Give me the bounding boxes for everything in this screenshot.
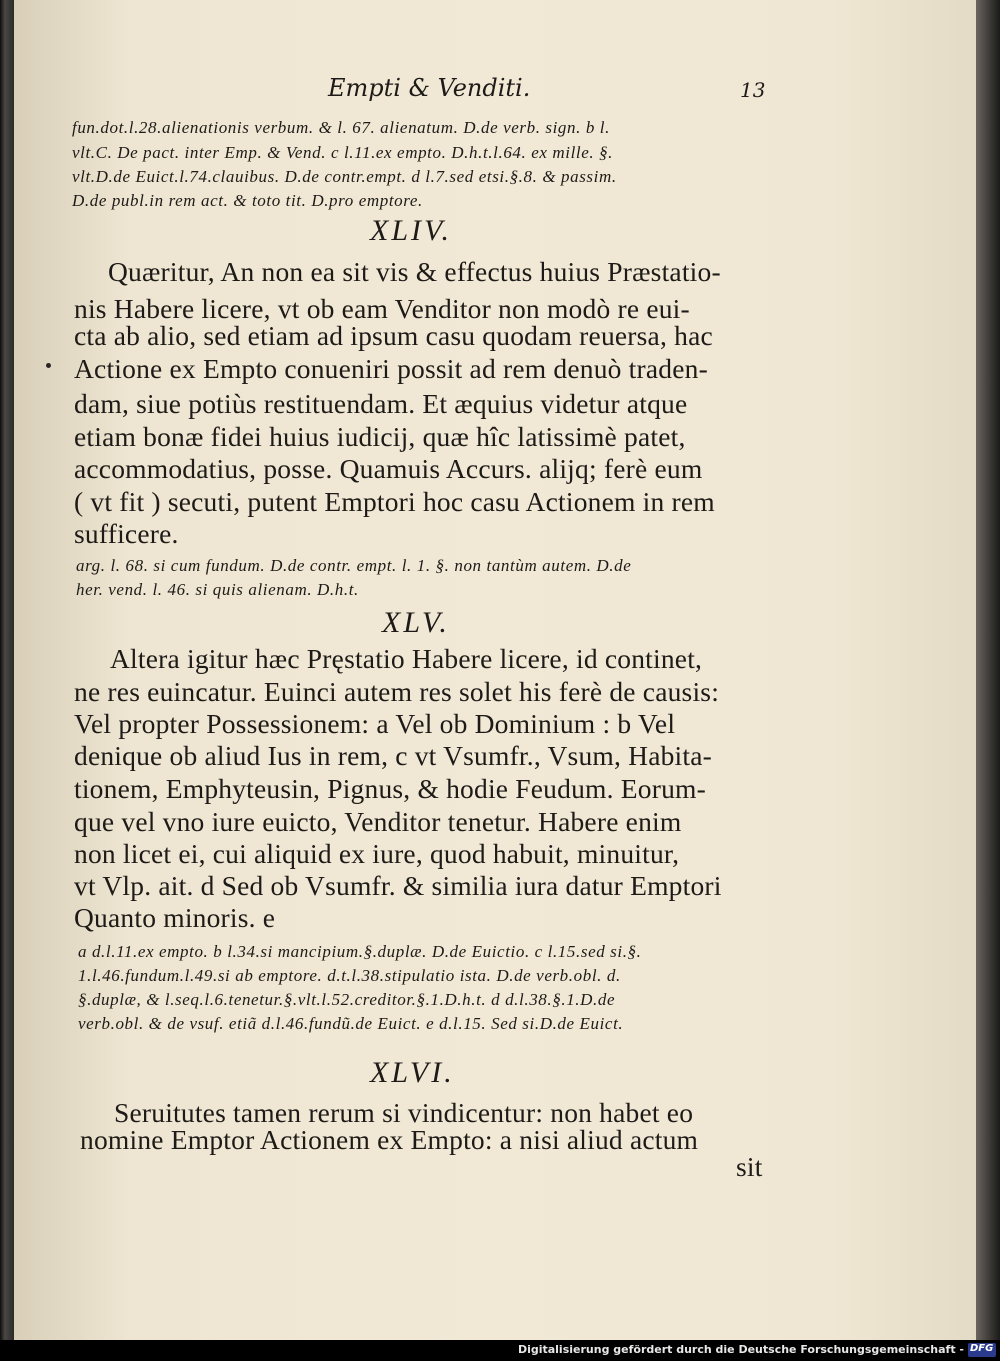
note-line: vlt.D.de Euict.l.74.clauibus. D.de contr.empt. d l.7.sed etsi.§.8. & passim. <box>72 167 617 186</box>
body-line: vt Vlp. ait. d Sed ob Vsumfr. & similia iura datur Emptori <box>74 870 722 901</box>
body-line: ( vt fit ) secuti, putent Emptori hoc casu Actionem in rem <box>74 486 715 517</box>
note-line: her. vend. l. 46. si quis alienam. D.h.t. <box>76 580 359 599</box>
body-line: tionem, Emphyteusin, Pignus, & hodie Feudum. Eorum- <box>74 773 706 804</box>
body-line: Altera igitur hæc Pręstatio Habere licere, id continet, <box>110 643 703 674</box>
margin-mark <box>46 363 51 368</box>
section-heading: XLVI. <box>370 1056 455 1089</box>
body-line: Vel propter Possessionem: a Vel ob Dominium : b Vel <box>74 708 676 739</box>
body-line: Quanto minoris. e <box>74 902 276 933</box>
page-edge-shadow <box>976 0 1000 1340</box>
running-title: Empti & Venditi. <box>328 74 531 102</box>
note-line: 1.l.46.fundum.l.49.si ab emptore. d.t.l.38.stipulatio ista. D.de verb.obl. d. <box>78 966 621 985</box>
body-line: sufficere. <box>74 518 179 549</box>
body-line: que vel vno iure euicto, Venditor tenetur. Habere enim <box>74 806 682 837</box>
body-line: dam, siue potiùs restituendam. Et æquius videtur atque <box>74 388 688 419</box>
note-line: vlt.C. De pact. inter Emp. & Vend. c l.11.ex empto. D.h.t.l.64. ex mille. §. <box>72 143 614 162</box>
note-line: D.de publ.in rem act. & toto tit. D.pro emptore. <box>72 191 423 210</box>
body-line: accommodatius, posse. Quamuis Accurs. alijq; ferè eum <box>74 453 703 484</box>
body-line: Quæritur, An non ea sit vis & effectus huius Præstatio- <box>108 256 721 287</box>
body-line: ne res euincatur. Euinci autem res solet his ferè de causis: <box>74 676 720 707</box>
body-line: cta ab alio, sed etiam ad ipsum casu quodam reuersa, hac <box>74 320 713 351</box>
body-line: nomine Emptor Actionem ex Empto: a nisi aliud actum <box>80 1124 699 1155</box>
body-line: denique ob aliud Ius in rem, c vt Vsumfr., Vsum, Habita- <box>74 740 713 771</box>
funding-credit: Digitalisierung gefördert durch die Deutsche Forschungsgemeinschaft - <box>517 1343 964 1356</box>
section-heading: XLV. <box>382 606 450 639</box>
note-line: fun.dot.l.28.alienationis verbum. & l. 67. alienatum. D.de verb. sign. b l. <box>72 118 610 137</box>
book-gutter-shadow <box>0 0 14 1340</box>
body-line: non licet ei, cui aliquid ex iure, quod habuit, minuitur, <box>74 838 680 869</box>
catchword: sit <box>736 1151 763 1182</box>
note-line: verb.obl. & de vsuf. etiã d.l.46.fundũ.de Euict. e d.l.15. Sed si.D.de Euict. <box>78 1014 624 1033</box>
page-number: 13 <box>740 78 766 102</box>
note-line: a d.l.11.ex empto. b l.34.si mancipium.§.duplæ. D.de Euictio. c l.15.sed si.§. <box>78 942 642 961</box>
body-line: Seruitutes tamen rerum si vindicentur: non habet eo <box>114 1097 694 1128</box>
note-line: §.duplæ, & l.seq.l.6.tenetur.§.vlt.l.52.creditor.§.1.D.h.t. d d.l.38.§.1.D.de <box>78 990 616 1009</box>
body-line: Actione ex Empto conueniri possit ad rem denuò traden- <box>74 353 708 384</box>
body-line: nis Habere licere, vt ob eam Venditor non modò re eui- <box>74 293 690 324</box>
note-line: arg. l. 68. si cum fundum. D.de contr. empt. l. 1. §. non tantùm autem. D.de <box>76 556 632 575</box>
body-line: etiam bonæ fidei huius iudicij, quæ hîc latissimè patet, <box>74 421 686 452</box>
section-heading: XLIV. <box>370 214 452 247</box>
dfg-logo: DFG <box>968 1343 996 1357</box>
digitization-footer <box>0 1340 1000 1361</box>
